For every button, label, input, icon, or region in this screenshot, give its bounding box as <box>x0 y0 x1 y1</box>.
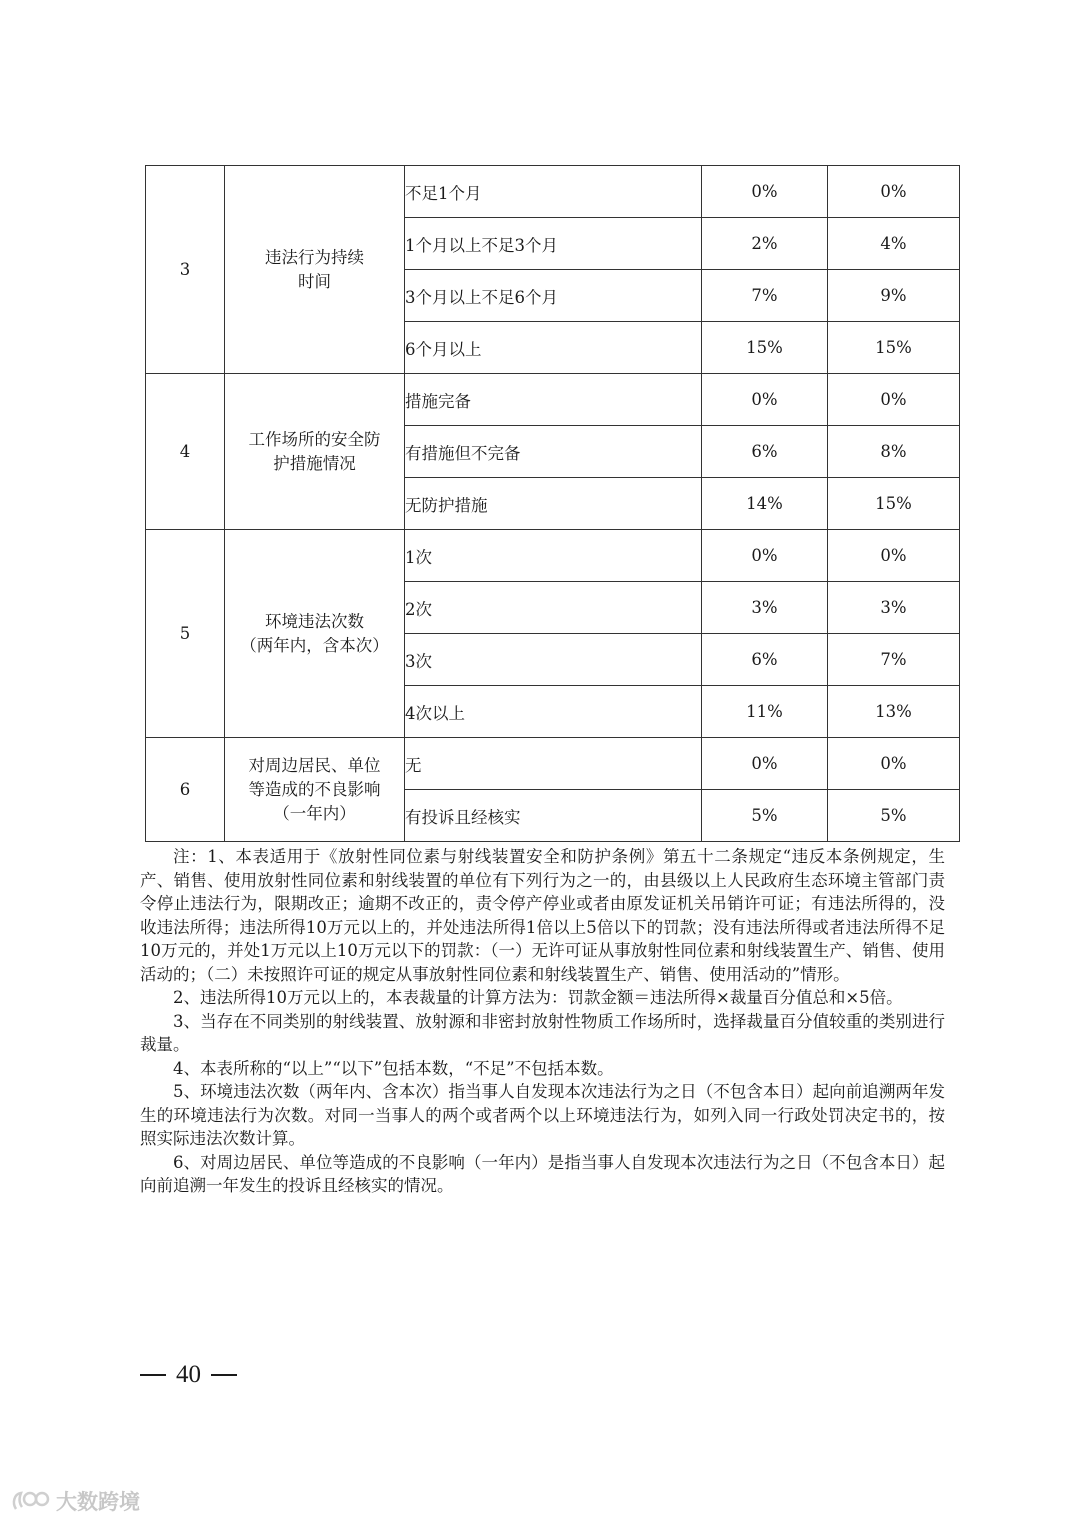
level-cell: 3次 <box>405 634 702 686</box>
percent-cell-b: 7% <box>828 634 960 686</box>
level-cell: 2次 <box>405 582 702 634</box>
level-cell: 4次以上 <box>405 686 702 738</box>
factor-line: 护措施情况 <box>273 453 356 473</box>
left-dash <box>140 1374 166 1376</box>
level-cell: 3个月以上不足6个月 <box>405 270 702 322</box>
page-number <box>140 1357 250 1393</box>
factor-line: 等造成的不良影响 <box>248 779 381 799</box>
percent-cell-a: 6% <box>702 426 828 478</box>
percent-cell-a: 0% <box>702 166 828 218</box>
percent-cell-b: 9% <box>828 270 960 322</box>
percent-cell-a: 2% <box>702 218 828 270</box>
level-cell: 6个月以上 <box>405 322 702 374</box>
percent-cell-a: 3% <box>702 582 828 634</box>
level-cell: 措施完备 <box>405 374 702 426</box>
percent-cell-a: 0% <box>702 738 828 790</box>
level-cell: 无防护措施 <box>405 478 702 530</box>
percent-cell-a: 0% <box>702 374 828 426</box>
percent-cell-b: 4% <box>828 218 960 270</box>
factor-line: 环境违法次数 <box>265 611 364 631</box>
table-row <box>146 166 960 218</box>
penalty-discretion-table <box>145 165 960 842</box>
table-row <box>146 374 960 426</box>
note-1: 注：1、本表适用于《放射性同位素与射线装置安全和防护条例》第五十二条规定“违反本条例规定，生产、销售、使用放射性同位素和射线装置的单位有下列行为之一的，由县级以上人民政府生态环境主管部门责令停止违法行为，限期改正；逾期不改正的，责令停产停业或者由原发证机关吊销许可证；有违法所得的，没收违法所得；违法所得10万元以上的，并处违法所得1倍以上5倍以下的罚款；没有违法所得或者违法所得不足10万元的，并处1万元以上10万元以下的罚款：（一）无许可证从事放射性同位素和射线装置生产、销售、使用活动的；（二）未按照许可证的规定从事放射性同位素和射线装置生产、销售、使用活动的”情形。 <box>140 847 945 984</box>
note-3: 3、当存在不同类别的射线装置、放射源和非密封放射性物质工作场所时，选择裁量百分值较重的类别进行裁量。 <box>140 1011 945 1054</box>
table-notes <box>140 845 945 1198</box>
level-cell: 1个月以上不足3个月 <box>405 218 702 270</box>
right-dash <box>211 1374 237 1376</box>
level-cell: 不足1个月 <box>405 166 702 218</box>
level-cell: 有措施但不完备 <box>405 426 702 478</box>
item-number: 6 <box>146 738 225 842</box>
watermark-logo-icon <box>10 1489 50 1513</box>
percent-cell-a: 14% <box>702 478 828 530</box>
factor-line: （两年内，含本次） <box>240 635 389 655</box>
note-4: 4、本表所称的“以上”“以下”包括本数，“不足”不包括本数。 <box>173 1058 614 1078</box>
percent-cell-a: 15% <box>702 322 828 374</box>
level-cell: 1次 <box>405 530 702 582</box>
level-cell: 有投诉且经核实 <box>405 790 702 842</box>
factor-line: 对周边居民、单位 <box>248 755 381 775</box>
percent-cell-b: 5% <box>828 790 960 842</box>
item-number: 3 <box>146 166 225 374</box>
percent-cell-b: 3% <box>828 582 960 634</box>
percent-cell-b: 15% <box>828 322 960 374</box>
factor-cell <box>225 166 405 374</box>
percent-cell-a: 6% <box>702 634 828 686</box>
watermark-text: 大数跨境 <box>56 1490 140 1514</box>
percent-cell-b: 0% <box>828 166 960 218</box>
watermark <box>10 1486 140 1516</box>
factor-line: （一年内） <box>273 803 356 823</box>
factor-cell <box>225 738 405 842</box>
percent-cell-b: 0% <box>828 530 960 582</box>
factor-cell <box>225 374 405 530</box>
note-5: 5、环境违法次数（两年内、含本次）指当事人自发现本次违法行为之日（不包含本日）起向前追溯两年发生的环境违法行为次数。对同一当事人的两个或者两个以上环境违法行为，如列入同一行政处罚决定书的，按照实际违法次数计算。 <box>140 1082 945 1148</box>
level-cell: 无 <box>405 738 702 790</box>
percent-cell-b: 0% <box>828 738 960 790</box>
percent-cell-b: 15% <box>828 478 960 530</box>
factor-line: 工作场所的安全防 <box>248 429 381 449</box>
percent-cell-a: 11% <box>702 686 828 738</box>
note-2: 2、违法所得10万元以上的，本表裁量的计算方法为：罚款金额＝违法所得×裁量百分值总和×5倍。 <box>173 988 903 1007</box>
factor-cell <box>225 530 405 738</box>
percent-cell-b: 8% <box>828 426 960 478</box>
page-number-text: 40 <box>176 1361 201 1388</box>
factor-line: 时间 <box>298 271 331 291</box>
table-row <box>146 738 960 790</box>
percent-cell-a: 5% <box>702 790 828 842</box>
item-number: 5 <box>146 530 225 738</box>
item-number: 4 <box>146 374 225 530</box>
table-row <box>146 530 960 582</box>
factor-line: 违法行为持续 <box>265 247 364 267</box>
percent-cell-a: 7% <box>702 270 828 322</box>
percent-cell-b: 0% <box>828 374 960 426</box>
percent-cell-b: 13% <box>828 686 960 738</box>
percent-cell-a: 0% <box>702 530 828 582</box>
note-6: 6、对周边居民、单位等造成的不良影响（一年内）是指当事人自发现本次违法行为之日（不包含本日）起向前追溯一年发生的投诉且经核实的情况。 <box>140 1152 945 1195</box>
table-body <box>146 166 960 842</box>
